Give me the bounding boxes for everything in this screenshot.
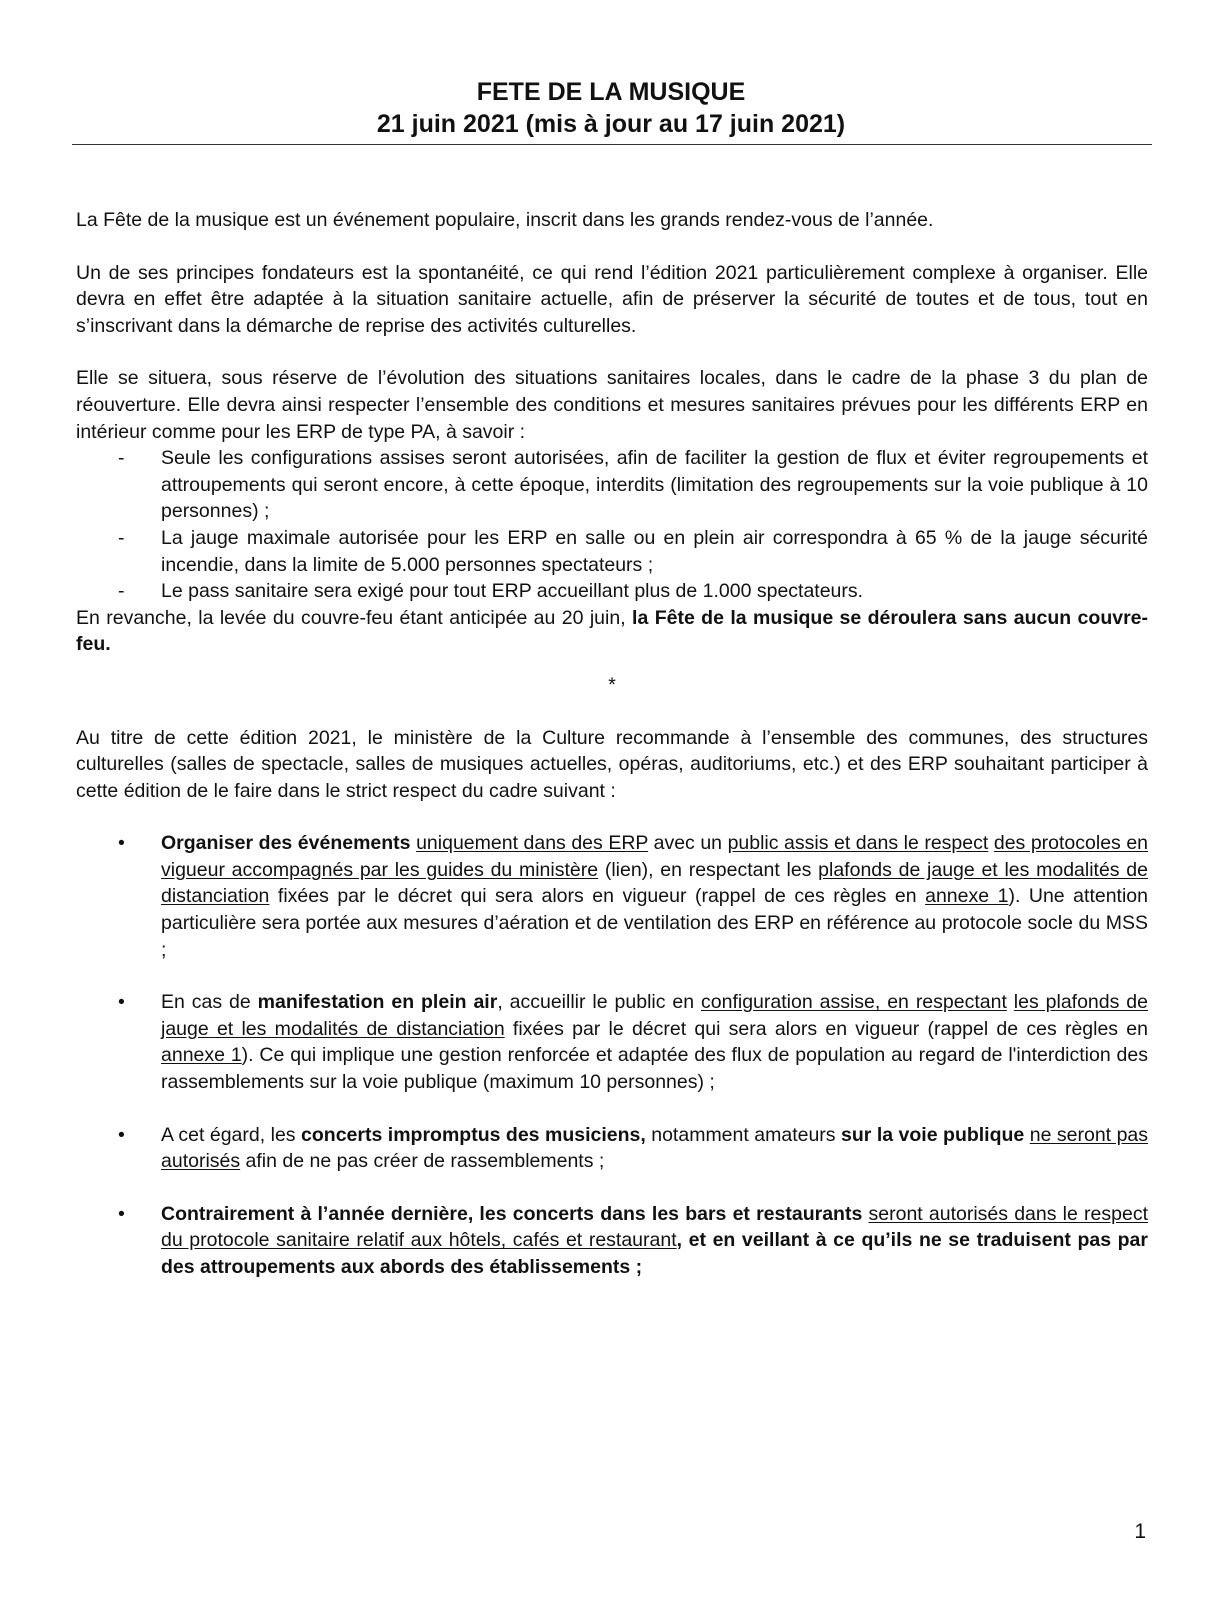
- text-run: notamment amateurs: [645, 1123, 842, 1146]
- text-run: [1007, 991, 1014, 1013]
- list-item-text: [161, 832, 1148, 960]
- text-run: fixées par le décret qui sera alors en vigueur (rappel de ces règles en: [269, 885, 926, 908]
- underlined-text: seront autorisés dans le respect du protocole sanitaire relatif aux hôtels, cafés et restaurant: [161, 1202, 1148, 1252]
- emphasis: manifestation en plein air: [257, 991, 498, 1014]
- text-run: ). Une attention particulière sera portée aux mesures d’aération et de ventilation des ERP en référence au protocole socle du MSS ;: [161, 885, 1148, 961]
- list-item: [76, 989, 1148, 1095]
- list-item-text: [161, 1124, 1148, 1173]
- header-rule: [72, 144, 1152, 145]
- list-item: [76, 830, 1148, 963]
- list-item: [76, 1122, 1148, 1175]
- text-run: afin de ne pas créer de rassemblements ;: [240, 1150, 605, 1173]
- text-run: ). Ce qui implique une gestion renforcée et adaptée des flux de population au regard de l'interdiction des rassemblements sur la voie publique (maximum 10 personnes) ;: [161, 1044, 1148, 1094]
- list-item: [76, 445, 1148, 525]
- bullet-marker: •: [118, 991, 125, 1014]
- list-item: [76, 578, 1148, 605]
- underlined-text: les plafonds de jauge et les modalités de distanciation: [161, 991, 1148, 1040]
- annex-link[interactable]: annexe 1: [161, 1044, 242, 1067]
- underlined-text: ne seront pas autorisés: [161, 1123, 1149, 1173]
- dash-marker: -: [118, 447, 125, 470]
- underlined-text: uniquement dans des ERP: [416, 832, 649, 855]
- list-item-text: Le pass sanitaire sera exigé pour tout ERP accueillant plus de 1.000 spectateurs.: [161, 580, 864, 603]
- dash-marker: -: [118, 526, 125, 549]
- text-run: avec un: [648, 832, 728, 855]
- principles-paragraph: Un de ses principes fondateurs est la spontanéité, ce qui rend l’édition 2021 particulièrement complexe à organiser. Elle devra en effet être adaptée à la situation sanitaire actuelle, afin de préserver la sécurité de toutes et de tous, tout en s’inscrivant dans la démarche de reprise des activités culturelles.: [76, 261, 1148, 337]
- underlined-text: public assis et dans le respect: [727, 832, 989, 855]
- text-run: (lien), en respectant les: [598, 858, 819, 881]
- document-body: [76, 207, 1148, 1307]
- curfew-text: En revanche, la levée du couvre-feu étant anticipée au 20 juin,: [76, 606, 633, 629]
- list-item-text: Seule les configurations assises seront autorisées, afin de faciliter la gestion de flux et éviter regroupements et attroupements qui seront encore, à cette époque, interdits (limitation des regroupements sur la voie publique à 10 personnes) ;: [161, 447, 1148, 523]
- emphasis: concerts impromptus des musiciens,: [301, 1123, 646, 1146]
- underlined-text: des protocoles en vigueur accompagnés par les guides du ministère: [161, 832, 1149, 881]
- document-subtitle: 21 juin 2021 (mis à jour au 17 juin 2021): [376, 110, 846, 138]
- text-run: fixées par le décret qui sera alors en vigueur (rappel de ces règles en: [504, 1017, 1148, 1040]
- recommendations-list: [76, 830, 1148, 1280]
- emphasis: , et en veillant à ce qu’ils ne se traduisent pas par des attroupements aux abords des établissements ;: [161, 1229, 1148, 1278]
- bullet-marker: •: [118, 1202, 125, 1225]
- section-separator: *: [608, 673, 616, 696]
- curfew-paragraph: [76, 605, 1148, 658]
- underlined-text: plafonds de jauge et les modalités de distanciation: [161, 858, 1148, 908]
- curfew-emphasis: la Fête de la musique se déroulera sans aucun couvre-feu.: [76, 606, 1149, 656]
- bullet-marker: •: [118, 1123, 125, 1146]
- annex-link[interactable]: annexe 1: [925, 885, 1009, 908]
- text-run: En cas de: [161, 991, 258, 1014]
- list-item-text: La jauge maximale autorisée pour les ERP en salle ou en plein air correspondra à 65 % de la jauge sécurité incendie, dans la limite de 5.000 personnes spectateurs ;: [161, 526, 1148, 576]
- document-title: FETE DE LA MUSIQUE: [476, 78, 746, 106]
- emphasis: Organiser des événements: [161, 832, 411, 855]
- list-item: [76, 525, 1148, 578]
- list-item: [76, 1201, 1148, 1281]
- text-run: A cet égard, les: [161, 1123, 302, 1146]
- list-item-text: [161, 1203, 1148, 1278]
- dash-marker: -: [118, 580, 125, 603]
- page-number: 1: [1134, 1520, 1146, 1543]
- intro-paragraph: La Fête de la musique est un événement populaire, inscrit dans les grands rendez-vous de l’année.: [76, 209, 934, 231]
- document-header: [0, 76, 1222, 140]
- underlined-text: configuration assise, en respectant: [701, 991, 1007, 1014]
- emphasis: sur la voie publique: [841, 1123, 1025, 1146]
- text-run: , accueillir le public en: [497, 991, 702, 1014]
- measures-list: [76, 445, 1148, 605]
- emphasis: Contrairement à l’année dernière, les concerts dans les bars et restaurants: [161, 1202, 863, 1225]
- recommendation-paragraph: Au titre de cette édition 2021, le ministère de la Culture recommande à l’ensemble des communes, des structures culturelles (salles de spectacle, salles de musiques actuelles, opéras, auditoriums, etc.) et des ERP souhaitant participer à cette édition de le faire dans le strict respect du cadre suivant :: [76, 726, 1148, 802]
- list-item-text: [161, 991, 1148, 1093]
- phase-paragraph: Elle se situera, sous réserve de l’évolution des situations sanitaires locales, dans le cadre de la phase 3 du plan de réouverture. Elle devra ainsi respecter l’ensemble des conditions et mesures sanitaires prévues pour les différents ERP en intérieur comme pour les ERP de type PA, à savoir :: [76, 367, 1148, 443]
- bullet-marker: •: [118, 832, 125, 855]
